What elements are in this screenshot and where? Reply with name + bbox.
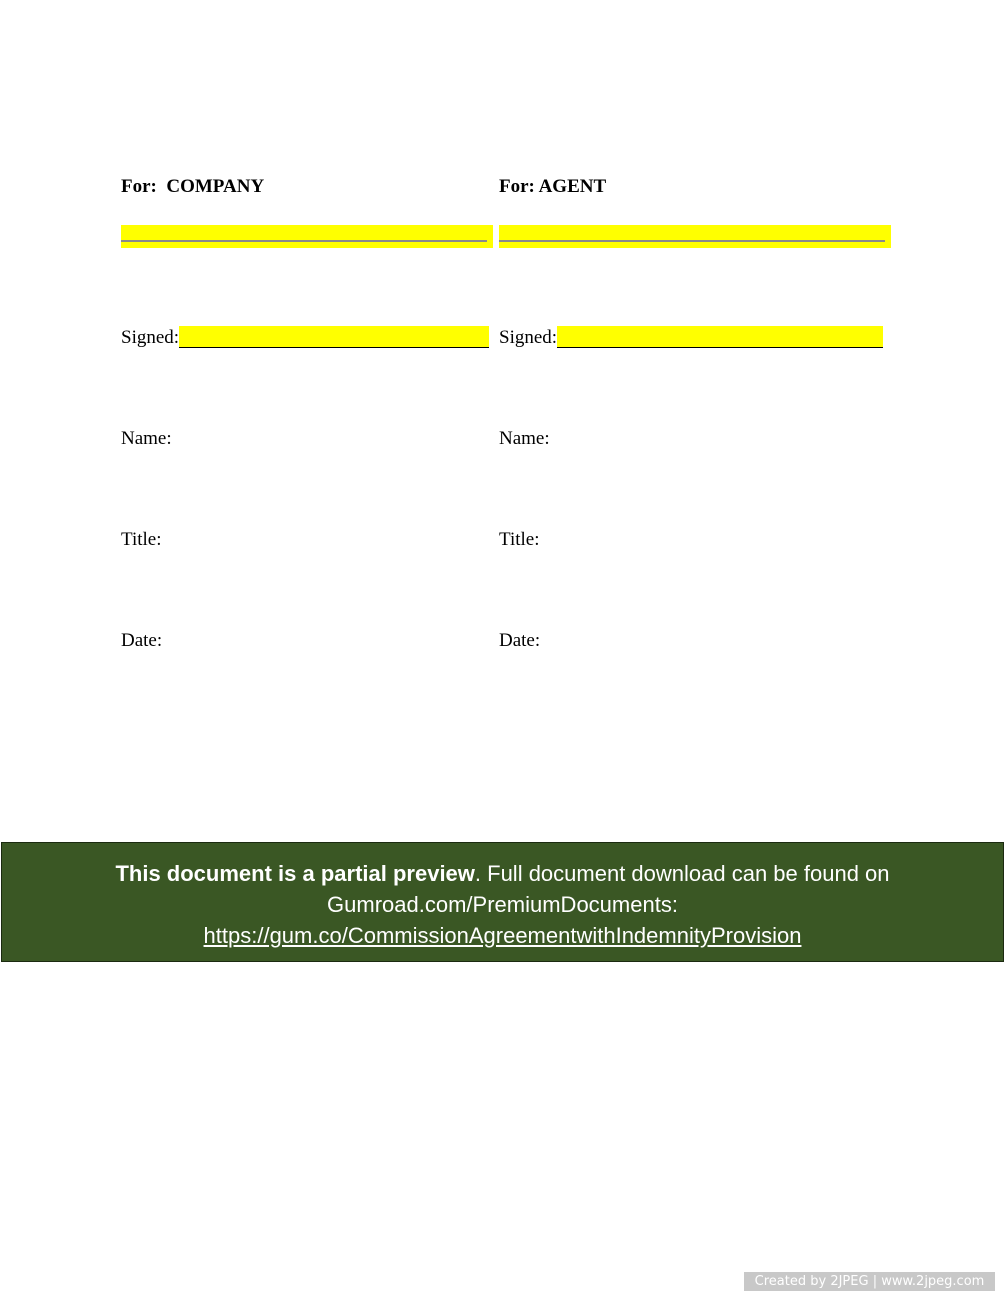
company-name-field[interactable] [121, 225, 493, 248]
company-signed-row [121, 326, 489, 350]
company-signed-label: Signed: [121, 327, 180, 348]
agent-name-field[interactable] [499, 225, 891, 248]
banner-text-after-bold: . Full document download can be found on [474, 861, 890, 886]
agent-heading: For: AGENT [499, 176, 607, 197]
company-signature-line[interactable] [179, 326, 489, 348]
agent-signed-label: Signed: [499, 327, 558, 348]
company-heading: For: COMPANY [121, 176, 265, 197]
company-name-label: Name: [121, 428, 172, 449]
watermark-label: Created by 2JPEG | www.2jpeg.com [744, 1272, 995, 1291]
agent-date-label: Date: [499, 630, 541, 651]
banner-line-2: Gumroad.com/PremiumDocuments: [327, 892, 678, 917]
agent-signature-line[interactable] [557, 326, 883, 348]
agent-title-label: Title: [499, 529, 540, 550]
partial-preview-banner [1, 842, 1004, 962]
banner-line-3 [2, 920, 1003, 951]
company-name-underline [121, 240, 487, 242]
agent-signed-row [499, 326, 883, 350]
banner-bold-text: This document is a partial preview [115, 861, 475, 886]
company-date-label: Date: [121, 630, 163, 651]
agent-name-underline [499, 240, 885, 242]
company-title-label: Title: [121, 529, 162, 550]
banner-line-1 [2, 858, 1003, 889]
document-download-link[interactable]: https://gum.co/CommissionAgreementwithIndemnityProvision [203, 923, 802, 948]
agent-name-label: Name: [499, 428, 550, 449]
